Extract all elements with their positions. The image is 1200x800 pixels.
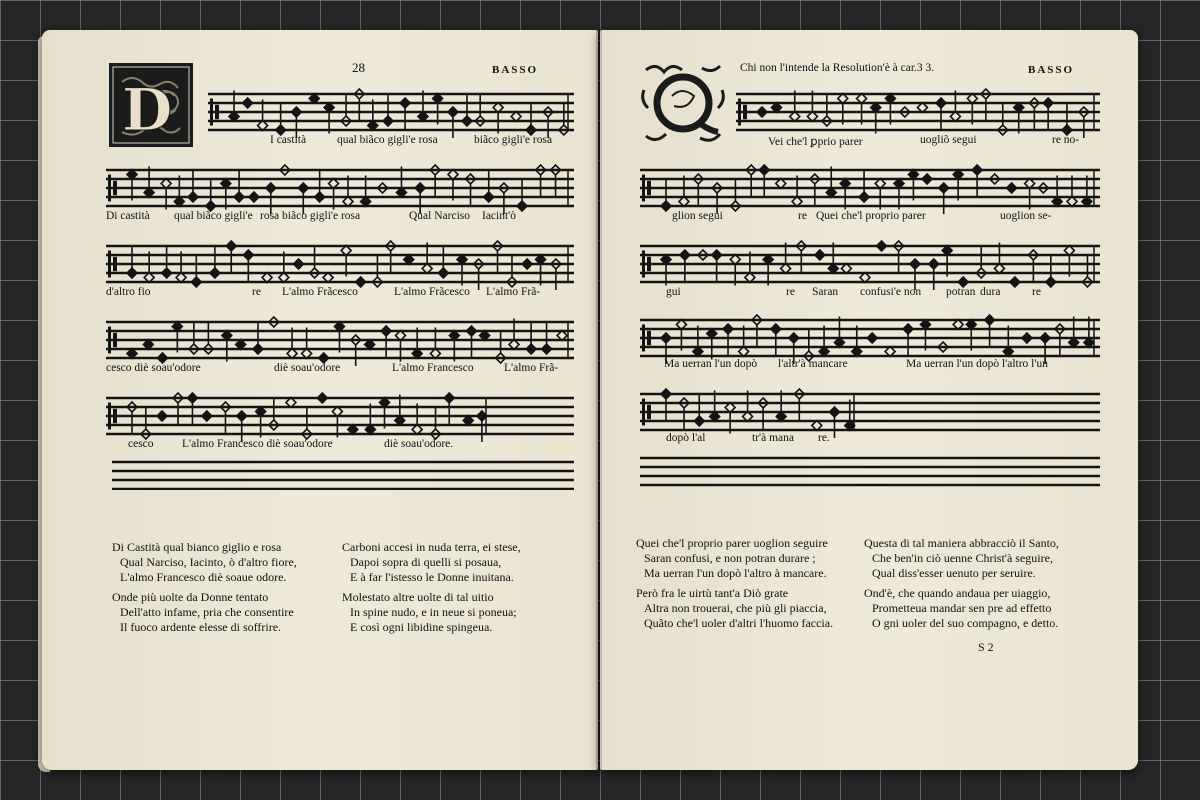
note-head: [1046, 277, 1056, 287]
staff: [106, 165, 574, 214]
lyric-text: Ma uerran l'un dopò l'altro l'un: [906, 358, 1048, 370]
note-head: [661, 389, 671, 399]
staff: [736, 89, 1100, 138]
lyric-text: diè soau'odore.: [384, 438, 454, 450]
note-head: [1043, 98, 1053, 108]
lyric-text: diè soau'odore: [274, 362, 341, 374]
clef-mark: [642, 251, 645, 278]
poem-line: Che ben'in ciò uenne Christ'à seguire,: [872, 551, 1053, 565]
lyric-text: uoglion se-: [1000, 210, 1052, 222]
note-head: [315, 192, 325, 202]
note-head: [877, 241, 887, 251]
poem-line: Quei che'l proprio parer uoglion seguire: [636, 536, 828, 550]
note-head: [1040, 333, 1050, 343]
note-head: [771, 324, 781, 334]
poem-line: Altra non trouerai, che più gli piaccia,: [644, 601, 827, 615]
note-head: [127, 268, 137, 278]
note-head: [293, 259, 303, 269]
left-page: [42, 30, 598, 770]
poem-line: Questa di tal maniera abbracciò il Santo,: [864, 536, 1059, 550]
lyric-text: Quei che'l proprio parer: [816, 210, 926, 222]
staff: [640, 315, 1100, 364]
note-head: [243, 250, 253, 260]
poem-line: Dapoi sopra di quelli si posaua,: [350, 555, 502, 569]
note-head: [939, 183, 949, 193]
clef-mark: [642, 325, 645, 352]
lyric-text: Ma uerran l'un dopò: [664, 358, 758, 370]
clef-mark: [108, 251, 111, 278]
note-head: [815, 250, 825, 260]
clef-mark: [647, 331, 651, 345]
staff: [640, 241, 1100, 290]
lyric-text: re: [786, 286, 795, 298]
note-head: [712, 250, 722, 260]
note-head: [291, 107, 301, 117]
clef-mark: [210, 99, 213, 126]
poem-line: Molestato altre uolte di tal uitio: [342, 590, 494, 604]
lyric-text: re.: [818, 432, 830, 444]
note-head: [234, 192, 244, 202]
note-head: [903, 324, 913, 334]
lyric-text: l'altr'à mancare: [778, 358, 848, 370]
staff: [106, 241, 574, 290]
page-number: 28: [352, 60, 365, 75]
note-head: [910, 259, 920, 269]
note-head: [383, 116, 393, 126]
lyric-text: Vei che'l ꝑprio parer: [768, 136, 863, 148]
note-head: [162, 268, 172, 278]
lyric-text: qual biãco gigli'e rosa: [337, 134, 438, 146]
lyric-text: re: [252, 286, 261, 298]
poem-line: Ma uerran l'un dopò l'altro à mancare.: [644, 566, 827, 580]
lyric-text: gui: [666, 286, 681, 298]
lyric-text: dopò l'al: [666, 432, 706, 444]
note-head: [859, 192, 869, 202]
staff: [208, 89, 574, 138]
note-head: [922, 174, 932, 184]
right-page: [600, 30, 1138, 770]
note-head: [517, 201, 527, 211]
lyric-text: re: [1032, 286, 1041, 298]
note-head: [187, 393, 197, 403]
poem-line: Prometteua mandar sen pre ad effetto: [872, 601, 1052, 615]
poem-stanza: [342, 590, 517, 635]
poem-line: E così ogni libidine spingeua.: [350, 620, 493, 634]
poem-stanza: [864, 536, 1059, 581]
note-head: [936, 98, 946, 108]
poem-line: Il fuoco ardente elesse di soffrire.: [120, 620, 282, 634]
resolution-note: Chi non l'intende la Resolution'è à car.3 3.: [740, 62, 935, 74]
poem-line: Però fra le uirtù tant'a Diò grate: [636, 586, 789, 600]
note-head: [226, 241, 236, 251]
lyric-text: uogliõ segui: [920, 134, 977, 146]
note-head: [1010, 277, 1020, 287]
lyric-text: cesco: [128, 438, 154, 450]
poem-line: Saran confusi, e non potran durare ;: [644, 551, 816, 565]
note-head: [249, 192, 259, 202]
poem-stanza: [112, 540, 297, 585]
poem-line: Qual diss'esser uenuto per seruire.: [872, 566, 1036, 580]
voice-label: BASSO: [492, 64, 539, 76]
note-head: [972, 165, 982, 175]
clef-mark: [113, 409, 117, 423]
lyric-text: qual biãco gigli'e: [174, 210, 253, 222]
clef-mark: [108, 175, 111, 202]
lyric-text: dura: [980, 286, 1001, 298]
note-head: [381, 326, 391, 336]
note-head: [694, 416, 704, 426]
note-head: [438, 268, 448, 278]
lyric-text: L'almo Frã-: [504, 362, 559, 374]
clef-mark: [108, 327, 111, 354]
poem-stanza: [112, 590, 294, 635]
lyric-text: L'almo Francesco: [392, 362, 474, 374]
note-head: [298, 183, 308, 193]
poem-line: In spine nudo, e in neue si poneua;: [350, 605, 517, 619]
voice-label: BASSO: [1028, 64, 1075, 76]
poem-line: Quãto che'l uoler d'altri l'huomo faccia.: [644, 616, 834, 630]
clef-mark: [113, 181, 117, 195]
note-head: [680, 250, 690, 260]
poem-stanza: [342, 540, 521, 585]
lyric-text: L'almo Francesco diè soau'odore: [182, 438, 333, 450]
initial-letter-glyph: Q: [662, 72, 711, 138]
lyric-text: L'almo Frãcesco: [282, 286, 358, 298]
lyric-text: rosa biãco gigli'e rosa: [260, 210, 361, 222]
clef-mark: [113, 333, 117, 347]
lyric-text: confusi'e non: [860, 286, 922, 298]
note-head: [985, 315, 995, 325]
poem-line: O gni uoler del suo compagno, e detto.: [872, 616, 1059, 630]
staff: [106, 317, 574, 366]
note-head: [661, 333, 671, 343]
lyric-text: Qual Narciso: [409, 210, 470, 222]
poem-line: Carboni accesi in nuda terra, ei stese,: [342, 540, 521, 554]
note-head: [789, 333, 799, 343]
note-head: [191, 277, 201, 287]
note-head: [317, 393, 327, 403]
note-head: [448, 107, 458, 117]
note-head: [757, 107, 767, 117]
note-head: [1007, 183, 1017, 193]
lyric-text: potran: [946, 286, 976, 298]
note-head: [867, 333, 877, 343]
clef-mark: [642, 399, 645, 426]
note-head: [661, 201, 671, 211]
clef-mark: [215, 105, 219, 119]
lyric-text: cesco diè soau'odore: [106, 362, 201, 374]
clef-mark: [647, 405, 651, 419]
poem-line: Ond'è, che quando andaua per uiaggio,: [864, 586, 1051, 600]
clef-mark: [647, 181, 651, 195]
lyric-text: L'almo Frã-: [486, 286, 541, 298]
staff: [640, 389, 1100, 438]
poem-line: Dell'atto infame, pria che consentire: [120, 605, 294, 619]
note-head: [415, 183, 425, 193]
staff: [640, 165, 1100, 214]
clef-mark: [743, 105, 747, 119]
note-head: [462, 116, 472, 126]
lyric-text: glion segui: [672, 210, 723, 222]
note-head: [526, 344, 536, 354]
note-head: [484, 192, 494, 202]
lyric-text: tr'à mana: [752, 432, 794, 444]
poem-line: Qual Narciso, Iacinto, ò d'altro fiore,: [120, 555, 297, 569]
clef-mark: [642, 175, 645, 202]
lyric-text: d'altro fio: [106, 286, 151, 298]
lyric-text: I castità: [270, 134, 307, 146]
poem-line: L'almo Francesco diè soaue odore.: [120, 570, 287, 584]
lyric-text: Iacint'ò: [482, 210, 517, 222]
note-head: [237, 411, 247, 421]
note-head: [542, 344, 552, 354]
note-head: [929, 259, 939, 269]
note-head: [829, 407, 839, 417]
lyric-text: L'almo Frãcesco: [394, 286, 470, 298]
note-head: [157, 411, 167, 421]
book-gutter: [596, 30, 602, 770]
music-staves: [600, 30, 1138, 490]
note-head: [188, 192, 198, 202]
note-head: [266, 183, 276, 193]
note-head: [1022, 333, 1032, 343]
note-head: [444, 393, 454, 403]
poem-line: E à far l'istesso le Donne inuitana.: [350, 570, 514, 584]
clef-mark: [113, 257, 117, 271]
clef-mark: [738, 99, 741, 126]
note-head: [467, 326, 477, 336]
note-head: [522, 259, 532, 269]
lyric-text: re no-: [1052, 134, 1080, 146]
clef-mark: [647, 257, 651, 271]
poem-line: Di Castità qual bianco giglio e rosa: [112, 540, 282, 554]
poem-stanza: [636, 536, 828, 581]
poem-line: Onde più uolte da Donne tentato: [112, 590, 269, 604]
note-head: [253, 344, 263, 354]
lyric-text: Di castità: [106, 210, 150, 222]
note-head: [243, 98, 253, 108]
lyric-text: biãco gigli'e rosa: [474, 134, 553, 146]
note-head: [400, 98, 410, 108]
poem-stanza: [864, 586, 1058, 631]
initial-letter-glyph: D: [122, 76, 173, 144]
music-staves: [42, 30, 598, 490]
lyric-text: re: [798, 210, 807, 222]
note-head: [723, 324, 733, 334]
clef-mark: [108, 403, 111, 430]
note-head: [202, 411, 212, 421]
signature-mark: S 2: [978, 640, 994, 654]
note-head: [210, 268, 220, 278]
note-head: [759, 165, 769, 175]
lyric-text: Saran: [812, 286, 839, 298]
staff: [106, 393, 574, 442]
poem-stanza: [636, 586, 833, 631]
